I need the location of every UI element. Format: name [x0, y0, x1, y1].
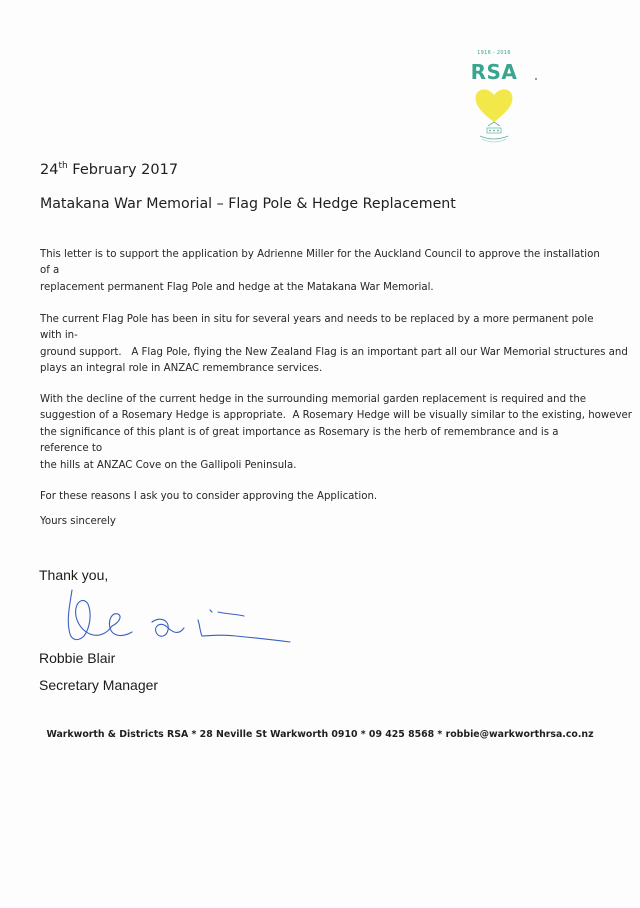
- logo-wordmark: RSA: [470, 60, 518, 84]
- letter-subject: Matakana War Memorial – Flag Pole & Hedge Replacement: [40, 196, 456, 212]
- signatory-name: Robbie Blair: [39, 650, 116, 666]
- paragraph-line: For these reasons I ask you to consider approving the Application.: [40, 491, 378, 502]
- paragraph-line: This letter is to support the application by Adrienne Miller for the Auckland Council to approve the installation of a: [40, 249, 600, 277]
- paragraph-flag-pole: [40, 312, 628, 378]
- date-day: 24: [40, 162, 59, 178]
- logo-years: 1916 - 2016: [477, 50, 511, 56]
- date-suffix: th: [58, 161, 68, 171]
- paragraph-line: suggestion of a Rosemary Hedge is appropriate. A Rosemary Hedge will be visually similar to the existing, however: [40, 410, 632, 422]
- date-month-year: February 2017: [67, 162, 179, 178]
- logo-heart-emblem-icon: [468, 50, 520, 150]
- paragraph-line: the significance of this plant is of great importance as Rosemary is the herb of remembrance and is a reference to: [40, 426, 559, 455]
- paragraph-hedge: [40, 392, 632, 474]
- handwritten-signature: [60, 586, 300, 658]
- rsa-logo: [468, 50, 520, 150]
- paragraph-line: the hills at ANZAC Cove on the Gallipoli Peninsula.: [40, 459, 297, 471]
- paragraph-line: plays an integral role in ANZAC remembrance services.: [40, 363, 323, 375]
- paragraph-line: replacement permanent Flag Pole and hedge at the Matakana War Memorial.: [40, 281, 434, 293]
- thank-you: Thank you,: [39, 567, 109, 583]
- paragraph-line: The current Flag Pole has been in situ for several years and needs to be replaced by a more permanent pole with in-: [40, 314, 594, 342]
- closing: Yours sincerely: [40, 516, 116, 527]
- letter-date: [40, 162, 178, 178]
- paragraph-line: With the decline of the current hedge in the surrounding memorial garden replacement is required and the: [40, 394, 587, 405]
- paragraph-line: ground support. A Flag Pole, flying the New Zealand Flag is an important part all our War Memorial structures and: [40, 346, 628, 358]
- paragraph-support: [40, 247, 600, 296]
- signatory-title: Secretary Manager: [39, 677, 159, 693]
- letterhead-footer: Warkworth & Districts RSA * 28 Neville St Warkworth 0910 * 09 425 8568 * robbie@warkworthrsa.co.nz: [46, 729, 594, 740]
- paragraph-request: [40, 489, 600, 505]
- stray-mark: [535, 78, 537, 80]
